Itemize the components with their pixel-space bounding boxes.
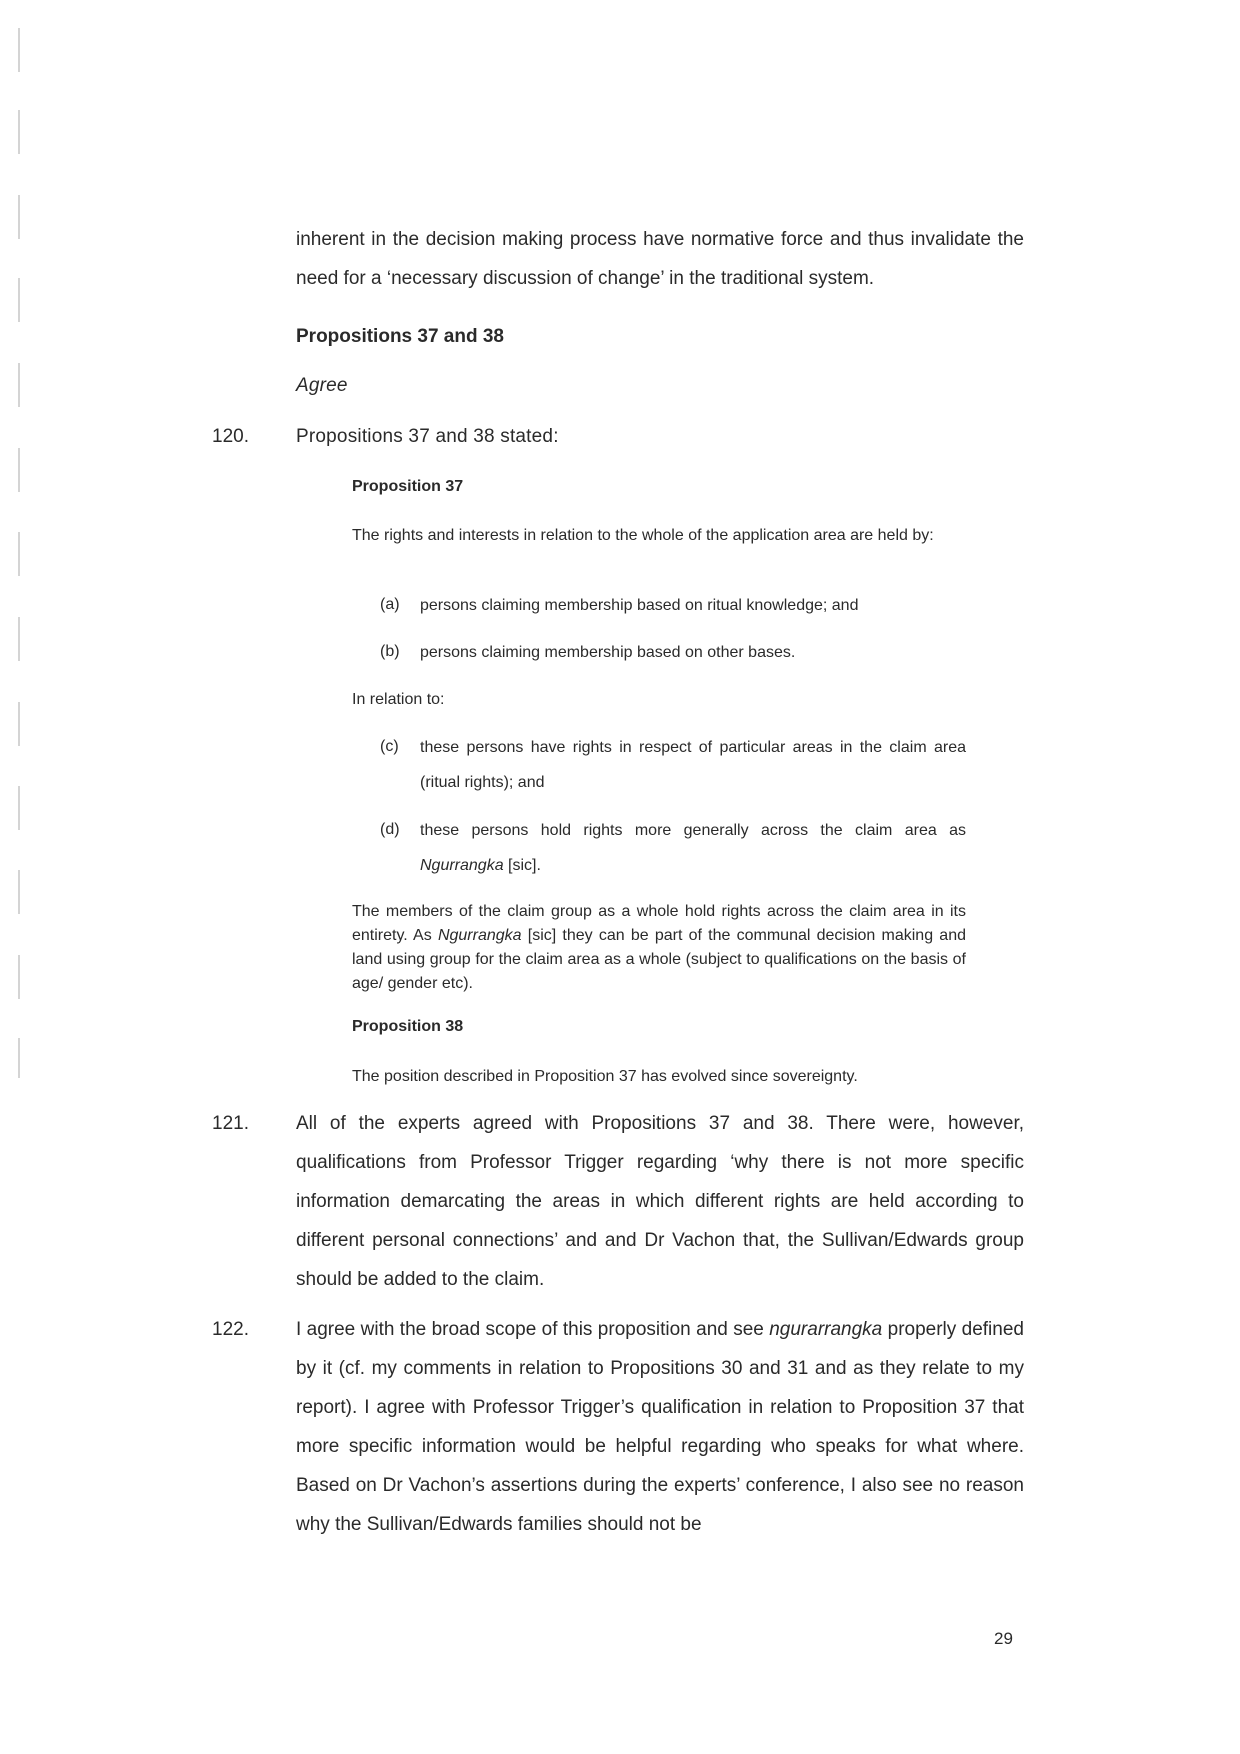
list-item-text: [420, 813, 966, 883]
text-run: The members of the claim group as a whole hold rights across the claim area in its entirety. As: [352, 903, 966, 944]
list-item-label: (b): [380, 643, 400, 660]
paragraph-text: [296, 1310, 1024, 1544]
scan-edge-mark: [18, 195, 20, 239]
scan-edge-mark: [18, 786, 20, 830]
list-item-text: persons claiming membership based on other bases.: [420, 644, 796, 661]
paragraph-number: 122.: [212, 1319, 249, 1340]
text-run: properly defined by it (cf. my comments in relation to Propositions 30 and 31 and as they relate to my report). I agree with Professor Trigger’s qualification in relation to Proposition 37 that more specific information would be helpful regarding who speaks for what where. Based on Dr Vachon’s assertions during the experts’ conference, I also see no reason why the Sullivan/Edwards families should not be: [296, 1319, 1024, 1535]
list-item-text: persons claiming membership based on ritual knowledge; and: [420, 597, 859, 614]
scan-edge-mark: [18, 278, 20, 322]
list-item-label: (c): [380, 738, 399, 755]
intro-paragraph: inherent in the decision making process have normative force and thus invalidate the need for a ‘necessary discussion of change’ in the traditional system.: [296, 229, 1024, 289]
paragraph-text: Propositions 37 and 38 stated:: [296, 426, 559, 447]
text-run: [sic].: [503, 857, 541, 874]
scan-edge-mark: [18, 617, 20, 661]
italic-term: Ngurrangka: [437, 927, 522, 944]
paragraph-text: All of the experts agreed with Propositions 37 and 38. There were, however, qualifications from Professor Trigger regarding ‘why there is not more specific information demarcating the areas in which different rights are held according to different personal connections’ and and Dr Vachon that, the Sullivan/Edwards group should be added to the claim.: [296, 1113, 1024, 1290]
scan-edge-mark: [18, 110, 20, 154]
section-subheading: Agree: [296, 375, 348, 396]
list-item-label: (a): [380, 596, 400, 613]
italic-term: ngurarrangka: [769, 1319, 883, 1340]
scan-edge-mark: [18, 1038, 20, 1078]
scan-edge-mark: [18, 532, 20, 576]
section-heading: Propositions 37 and 38: [296, 326, 504, 347]
list-item-text: these persons have rights in respect of particular areas in the claim area (ritual rights); and: [420, 739, 966, 791]
scan-edge-mark: [18, 702, 20, 746]
paragraph-number: 121.: [212, 1113, 249, 1134]
paragraph-number: 120.: [212, 426, 249, 447]
italic-term: Ngurrangka: [420, 857, 504, 874]
text-run: [sic] they can be part of the communal decision making and land using group for the claim area as a whole (subject to qualifications on the basis of age/ gender etc).: [352, 927, 967, 992]
text-run: these persons hold rights more generally across the claim area as: [420, 822, 966, 839]
list-item-label: (d): [380, 821, 400, 838]
proposition-37-intro: The rights and interests in relation to the whole of the application area are held by:: [352, 527, 934, 544]
proposition-38-text: The position described in Proposition 37 has evolved since sovereignty.: [352, 1068, 858, 1085]
in-relation-to-text: In relation to:: [352, 691, 445, 708]
scan-edge-mark: [18, 448, 20, 492]
proposition-38-heading: Proposition 38: [352, 1018, 464, 1035]
scan-edge-mark: [18, 363, 20, 407]
scan-edge-mark: [18, 955, 20, 999]
claim-group-members-text: [352, 900, 966, 996]
text-run: I agree with the broad scope of this proposition and see: [296, 1319, 770, 1340]
page-number: 29: [994, 1629, 1013, 1648]
proposition-37-heading: Proposition 37: [352, 478, 464, 495]
scan-edge-mark: [18, 870, 20, 914]
scan-edge-mark: [18, 28, 20, 72]
